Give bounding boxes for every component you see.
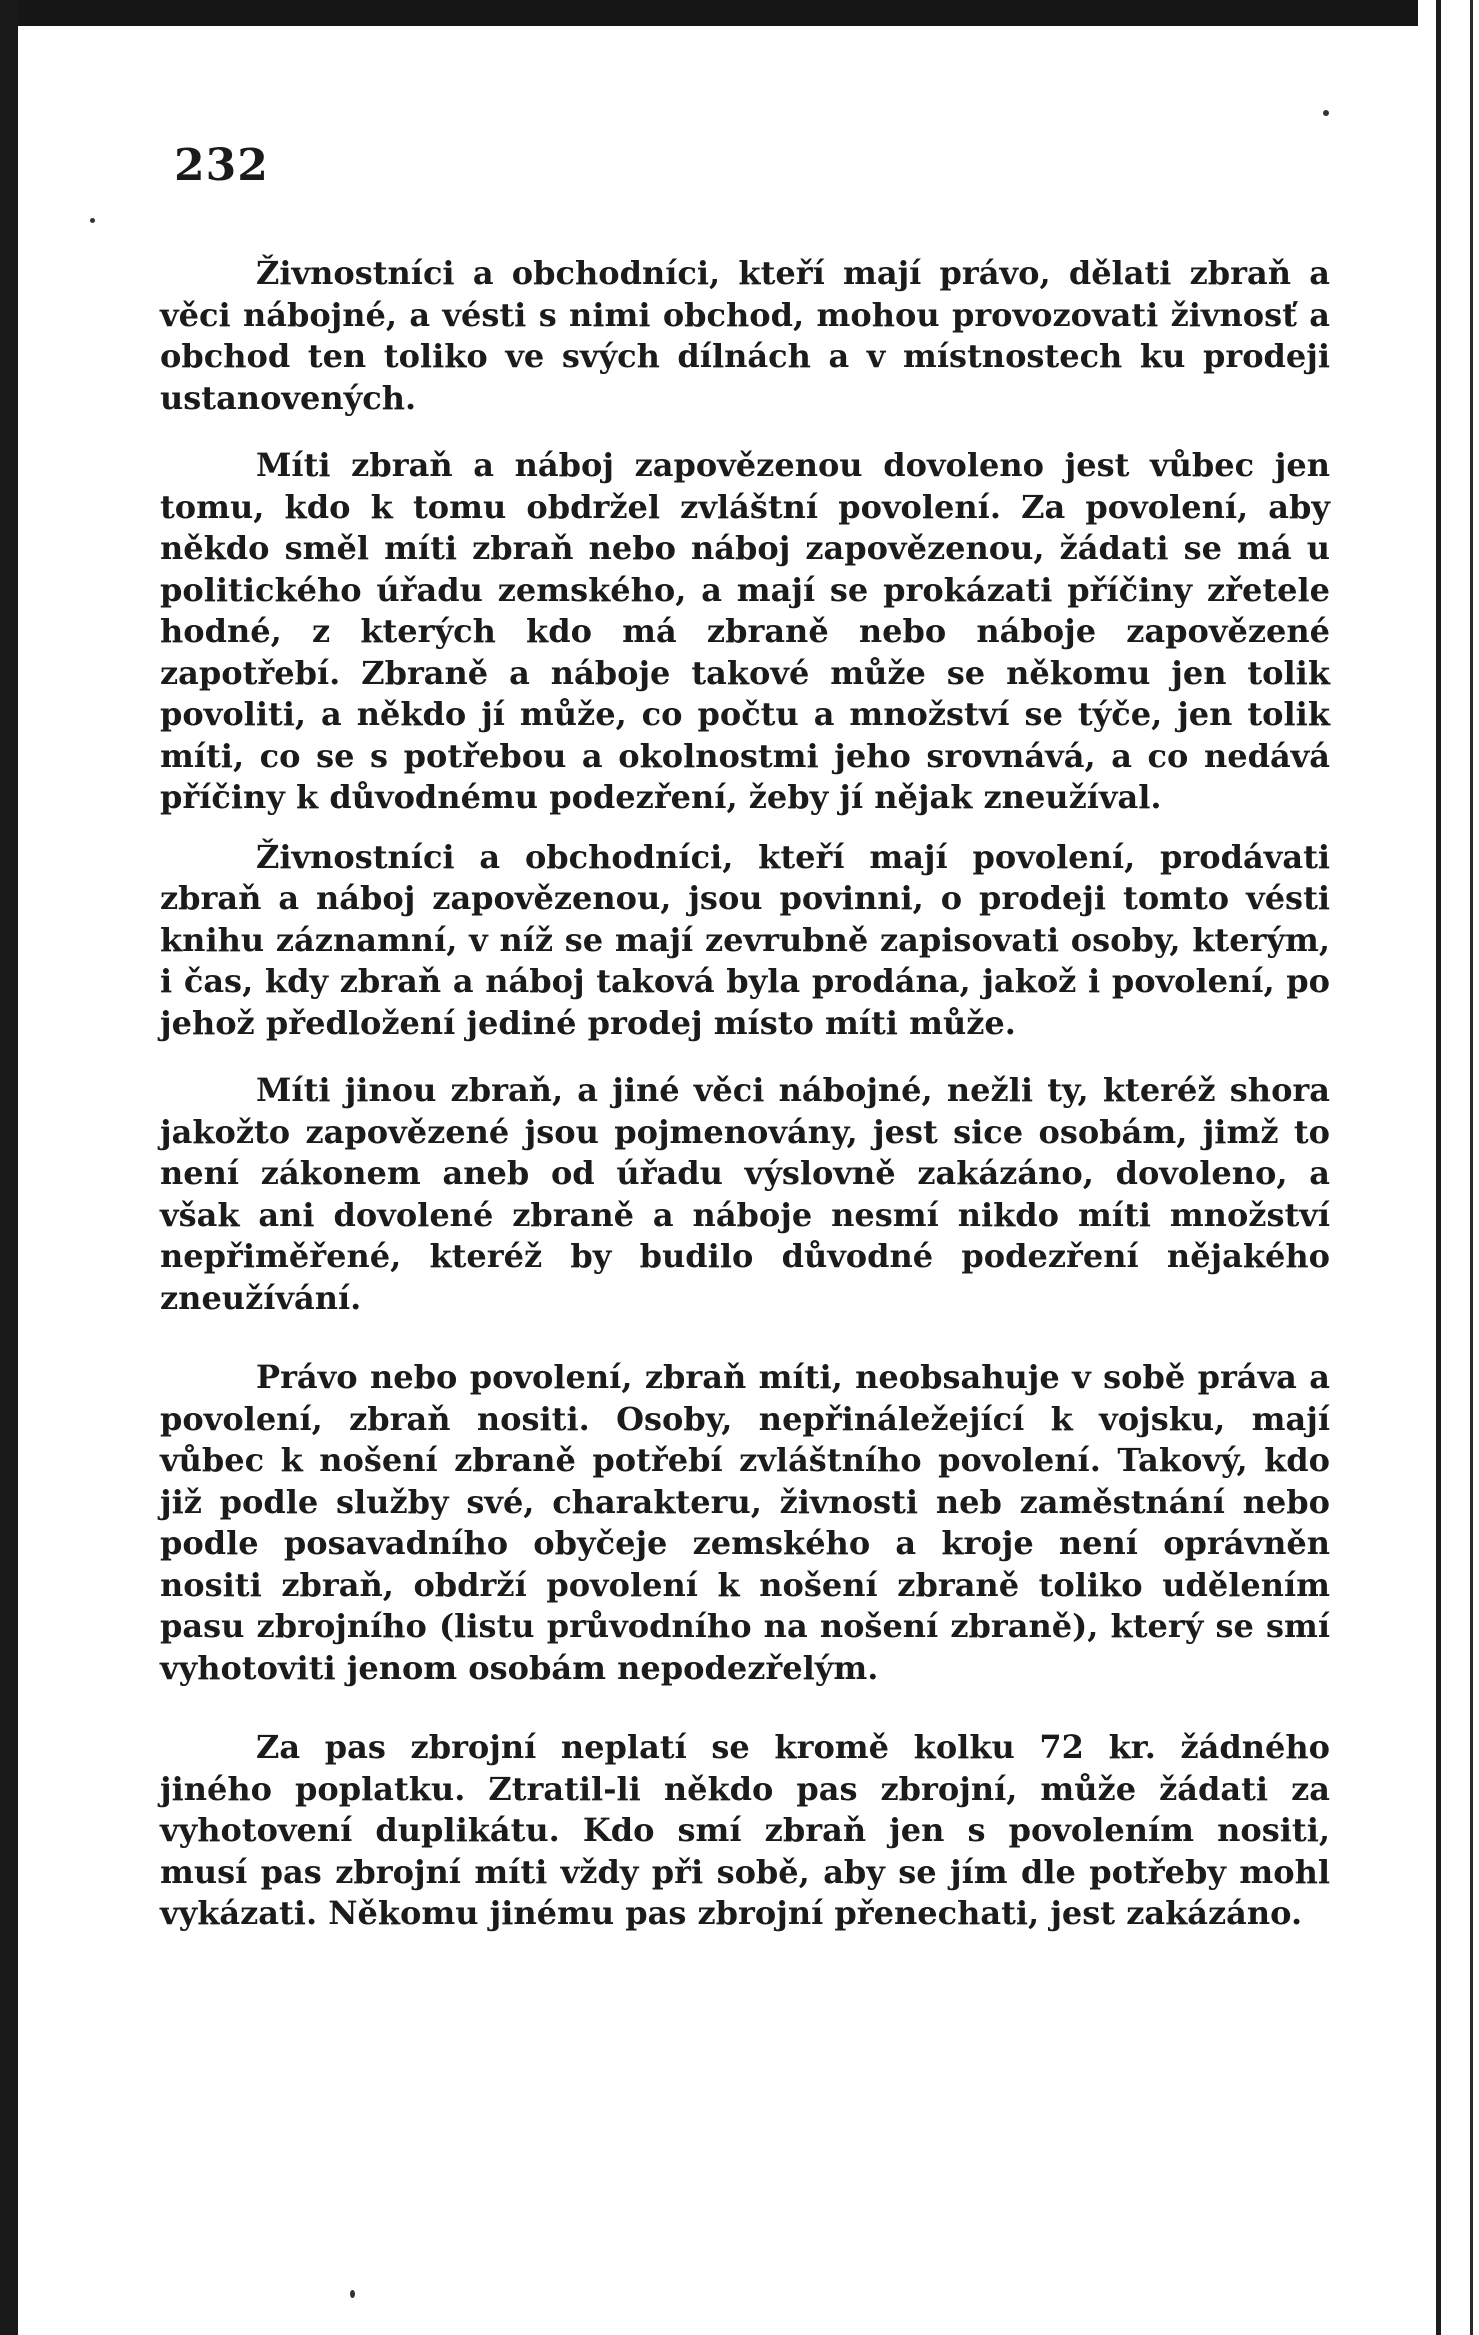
scan-speck <box>350 2290 355 2298</box>
page-number: 232 <box>174 140 269 191</box>
paragraph-6: Za pas zbrojní neplatí se kromě kolku 72 kr. žádného jiného poplatku. Ztratil-li někdo pas zbrojní, může žádati za vyhotovení duplikátu. Kdo smí zbraň jen s povolením nositi, musí pas zbrojní míti vždy při sobě, aby se jím dle potřeby mohl vykázati. Někomu jinému pas zbrojní přenechati, jest zakázáno. <box>160 1728 1330 1932</box>
paragraph-5: Právo nebo povolení, zbraň míti, neobsahuje v sobě práva a povolení, zbraň nositi. Osoby, nepřináležející k vojsku, mají vůbec k nošení zbraně potřebí zvláštního povolení. Takový, kdo již podle služby své, charakteru, živnosti neb zaměstnání nebo podle posavadního obyčeje zemského a kroje není oprávněn nositi zbraň, obdrží povolení k nošení zbraně toliko udělením pasu zbrojního (listu průvodního na nošení zbraně), který se smí vyhotoviti jenom osobám nepodezřelým. <box>160 1358 1330 1687</box>
scan-left-edge <box>0 0 18 2335</box>
paragraph-2: Míti zbraň a náboj zapovězenou dovoleno jest vůbec jen tomu, kdo k tomu obdržel zvláštní povolení. Za povolení, aby někdo směl míti zbraň nebo náboj zapovězenou, žádati se má u politického úřadu zemského, a mají se prokázati příčiny zřetele hodné, z kterých kdo má zbraně nebo náboje zapovězené zapotřebí. Zbraně a náboje takové může se někomu jen tolik povoliti, a někdo jí může, co počtu a množství se týče, jen tolik míti, co se s potřebou a okolnostmi jeho srovnává, a co nedává příčiny k důvodnému podezření, žeby jí nějak zneužíval. <box>160 446 1330 816</box>
scan-top-edge <box>0 0 1479 26</box>
scan-speck <box>1323 110 1329 116</box>
scan-right-border <box>1470 0 1473 2335</box>
document-page <box>160 140 1330 1935</box>
paragraph-4: Míti jinou zbraň, a jiné věci nábojné, nežli ty, kteréž shora jakožto zapovězené jsou pojmenovány, jest sice osobám, jimž to není zákonem aneb od úřadu výslovně zakázáno, dovoleno, a však ani dovolené zbraně a náboje nesmí nikdo míti množství nepřiměřené, kteréž by budilo důvodné podezření nějakého zneužívání. <box>160 1071 1330 1317</box>
scan-right-edge <box>1436 0 1441 2335</box>
scan-speck <box>90 218 95 223</box>
paragraph-3: Živnostníci a obchodníci, kteří mají povolení, prodávati zbraň a náboj zapovězenou, jsou povinni, o prodeji tomto vésti knihu záznamní, v níž se mají zevrubně zapisovati osoby, kterým, i čas, kdy zbraň a náboj taková byla prodána, jakož i povolení, po jehož předložení jediné prodej místo míti může. <box>160 837 1330 1042</box>
paragraph-1: Živnostníci a obchodníci, kteří mají právo, dělati zbraň a věci nábojné, a vésti s nimi obchod, mohou provozovati živnosť a obchod ten toliko ve svých dílnách a v místnostech ku prodeji ustanovených. <box>160 254 1330 417</box>
